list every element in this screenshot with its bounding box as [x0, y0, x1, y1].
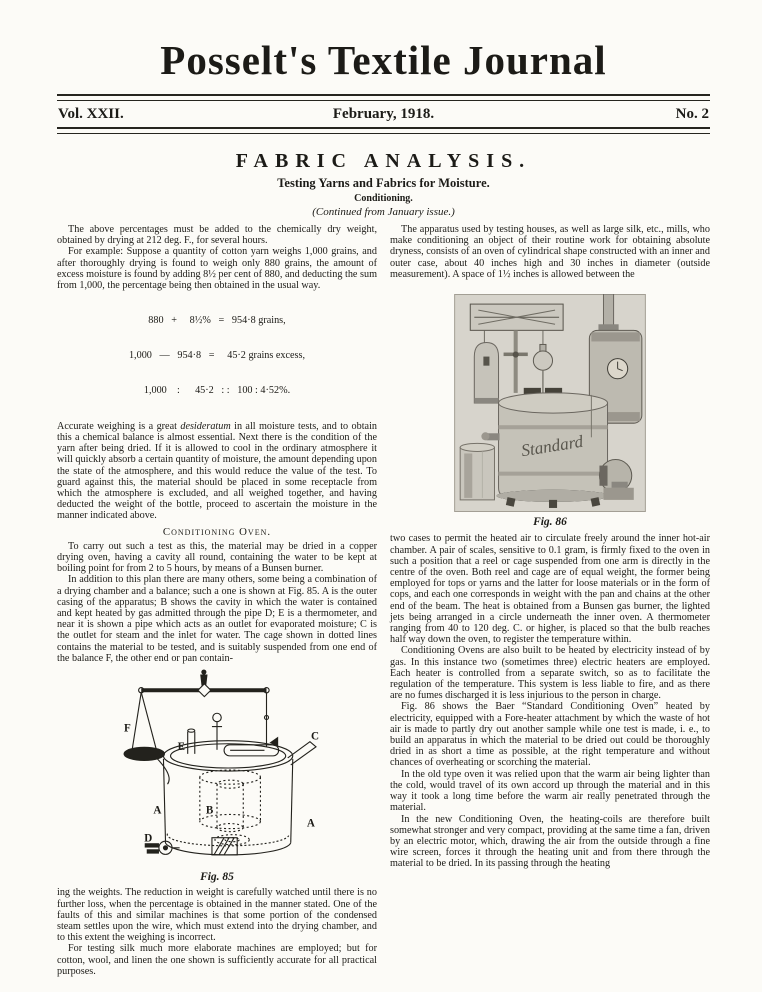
volume-label: Vol. XXII.: [58, 106, 124, 122]
right-column: [390, 224, 710, 977]
formula-row: 880 + 8½% = 954·8 grains,: [148, 315, 286, 327]
formula-row: 1,000 : 45·2 : : 100 : 4·52%.: [143, 384, 291, 396]
issue-number: No. 2: [675, 106, 709, 122]
paragraph-text: in all moisture tests, and to obtain this a chemical balance is almost essential. Next there is the condition of the yarn after being dried. If it is allowed to cool in the ordinary atmosphere it will quickly absorb a certain quantity of moisture, the amount depending upon the state of the atmosphere, and this would reduce the value of the test. To guard against this, the material should be placed in some receptacle from which the atmosphere is excluded, and all weighed together, and having deducted the weight of the bottle, proceed to ascertain the moisture in the manner indicated above.: [57, 420, 378, 522]
article-columns: [57, 224, 710, 977]
masthead-top-rule: [57, 94, 710, 101]
page-content: [0, 36, 762, 977]
paragraph: In the new Conditioning Oven, the heating-coils are therefore built somewhat stronger and very compact, providing at the same time a fan, driven by an electric motor, which, drawing the air from the outside through a fine wire screen, forces it through the heating unit and from there through the material to be dried. In its passing through the heating: [390, 813, 710, 870]
article-section-heading: Conditioning.: [354, 193, 413, 204]
masthead-bottom-rule: [57, 127, 710, 134]
fig85-label-f: F: [124, 722, 131, 735]
masthead: [57, 36, 710, 134]
paragraph: The above percentages must be added to the chemically dry weight, obtained by drying at 212 deg. F., for several hours.: [57, 224, 377, 247]
article-head: [57, 150, 710, 218]
paragraph: ing the weights. The reduction in weight is carefully watched until there is no further loss, when the percentage is obtained in the manner stated. One of the faults of this and similar machines is that some portion of the condensed steam settles upon the wire, which must extend into the drying chamber, and to this extent the weighing is incorrect.: [57, 887, 377, 944]
journal-title: Posselt's Textile Journal: [160, 37, 607, 83]
oven-brand-text: Standard: [519, 431, 585, 461]
drying-chamber-drawing: [110, 669, 324, 867]
section-subhead: Conditioning Oven.: [162, 525, 272, 538]
paragraph: To carry out such a test as this, the material may be dried in a copper drying oven, having a cavity all round, containing the water to be kept at boiling point for from 2 to 5 hours, by means of a Bunsen burner.: [57, 540, 377, 575]
paragraph: For testing silk much more elaborate machines are employed; but for cotton, wool, and linen the one shown is sufficiently accurate for all practical purposes.: [57, 943, 377, 977]
article-title: FABRIC ANALYSIS.: [235, 150, 532, 172]
paragraph: In addition to this plan there are many others, some being a combination of a drying chamber and a balance; such a one is shown at Fig. 85. A is the outer casing of the apparatus; B shows the cavity in which the water is contained and kept heated by gas admitted through the pipe D; E is a thermometer, and near it is shown a pipe which acts as an outlet for evaporated moisture; C is the outlet for steam and the inlet for water. The cage shown in dotted lines contains the material to be tested, and is suitably suspended from one end of the balance F, the other end or pan contain-: [57, 574, 377, 664]
article-subtitle: Testing Yarns and Fabrics for Moisture.: [277, 176, 490, 190]
fig85-label-b: B: [205, 804, 214, 817]
fig85-caption: Fig. 85: [200, 871, 234, 884]
fig86-caption: Fig. 86: [533, 516, 567, 529]
paragraph: For example: Suppose a quantity of cotton yarn weighs 1,000 grains, and after thoroughly drying is found to weigh only 880 grains, the amount of excess moisture is found by adding 8½ per cent of 880, and deducting the sum from 1,000, the percentage being then obtained in the usual way.: [57, 246, 377, 292]
paragraph: In the old type oven it was relied upon that the warm air being lighter than the cold, would travel of its own accord up through the material and in this way it took a long time before the warm air really penetrated through the material.: [390, 768, 710, 814]
paragraph: Conditioning Ovens are also built to be heated by electricity instead of by gas. In this instance two (sometimes three) electric heaters are employed. Each heater is controlled from a separate switch, so as to facilitate the regulation of the temperature. This system is less liable to fire, and as there are no fumes discharged it is less injurious to the person in charge.: [390, 645, 710, 702]
continued-note: (Continued from January issue.): [312, 206, 455, 218]
fig85-label-a-right: A: [306, 817, 315, 830]
paragraph: Fig. 86 shows the Baer “Standard Conditioning Oven” heated by electricity, equipped with a Fore-heater attachment by which the waste of hot air is made to partly dry out another sample while one test is made, i. e., to build an apparatus in which the material to be dried out could be thoroughly dried in as short a time as possible, at the right temperature and without chances of overheating or scorching the material.: [390, 701, 710, 769]
issue-date: February, 1918.: [332, 106, 435, 122]
paragraph: [57, 421, 377, 522]
figure-86: [454, 294, 646, 528]
issue-row: [57, 101, 710, 127]
fig85-label-c: C: [310, 730, 319, 743]
paragraph: The apparatus used by testing houses, as well as large silk, etc., mills, who make conditioning an object of their routine work for obtaining absolute dryness, consists of an oven of cylindrical shape constructed with an inner and outer case, about 40 inches high and 30 inches in diameter (outside measurement). A space of 1½ inches is allowed between the: [390, 224, 710, 280]
fig85-label-a-left: A: [153, 804, 162, 817]
left-column: [57, 224, 377, 977]
paragraph-text: Accurate weighing is a great: [57, 420, 181, 432]
fig85-label-e: E: [177, 740, 186, 753]
conditioning-oven-photo: [454, 294, 646, 512]
emphasis-word: desideratum: [180, 420, 231, 432]
paragraph: two cases to permit the heated air to circulate freely around the inner hot-air chamber. A pair of scales, sensitive to 0.1 gram, is firmly fixed to the oven in such a position that a reel or cage suspended from one arm is directly in the centre of the oven. Both reel and cage are of equal weight, the former being employed for tops or yarns and the latter for loose materials or in the form of cops, and each one corresponds in weight with the pan and chains at the other end of the beam. The heat is obtained from a Bunsen gas burner, the lighted jets being arranged in a circle underneath the inner oven. A thermometer ranging from 40 to 120 deg. C. or higher, is placed so that the bulb reaches half way down the oven, to register the temperature within.: [390, 533, 710, 646]
figure-85: [110, 669, 324, 883]
formula-row: 1,000 — 954·8 = 45·2 grains excess,: [128, 350, 306, 362]
fig85-label-d: D: [144, 832, 153, 845]
moisture-formula: [57, 292, 377, 420]
